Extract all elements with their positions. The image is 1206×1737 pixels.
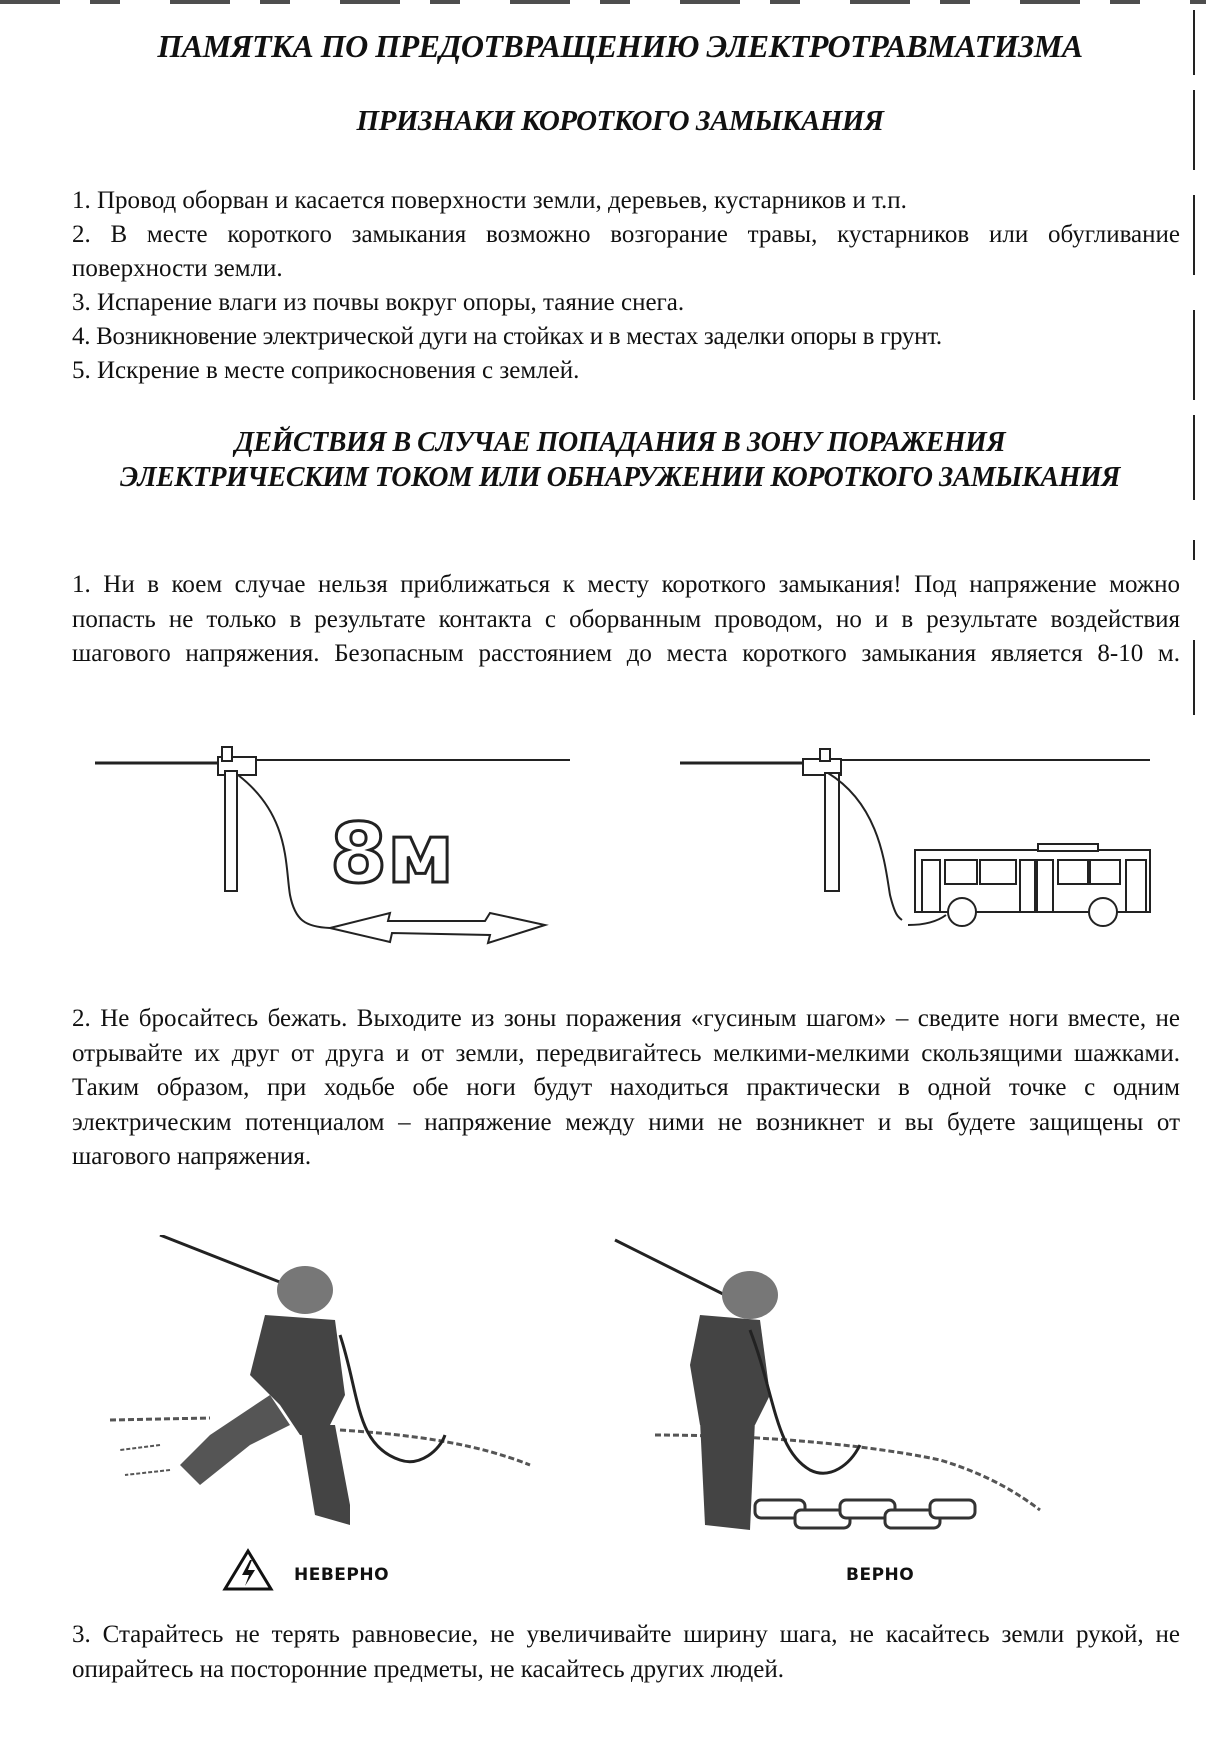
list-item: 2. В месте короткого замыкания возможно возгорание травы, кустарников или обугливание поверхности земли.	[72, 221, 1180, 282]
double-arrow-icon	[330, 913, 545, 943]
list-item: 5. Искрение в месте соприкосновения с землей.	[72, 357, 580, 384]
list-item: 1. Провод оборван и касается поверхности земли, деревьев, кустарников и т.п.	[72, 187, 907, 214]
scan-artifact-right	[1193, 90, 1195, 170]
figure-broken-wire-distance	[90, 745, 590, 975]
scan-artifact-right	[1193, 415, 1195, 500]
bus-icon	[915, 844, 1150, 926]
paragraph-keep-distance: 1. Ни в коем случае нельзя приближаться к месту короткого замыкания! Под напряжение можно попасть не только в результате контакта с оборванным проводом, но и в результате воздействия шагового напряжения. Безопасным расстоянием до места короткого замыкания является 8-10 м.	[72, 571, 1180, 667]
scan-artifact-top	[0, 0, 1206, 4]
scan-artifact-right	[1193, 540, 1195, 560]
figure-wrong-walking	[100, 1235, 600, 1555]
scan-artifact-right	[1193, 310, 1195, 400]
page-title: ПАМЯТКА ПО ПРЕДОТВРАЩЕНИЮ ЭЛЕКТРОТРАВМАТИЗМА	[157, 28, 1083, 64]
paragraph-goose-step: 2. Не бросайтесь бежать. Выходите из зоны поражения «гусиным шагом» – сведите ноги вместе, не отрывайте их друг от друга и от земли, передвигайтесь мелкими-мелкими скользящими шажками. Таким образом, при ходьбе обе ноги будут находиться практически в одной точке с одним электрическим потенциалом – напряжение между ними не возникнет и вы будете защищены от шагового напряжения.	[72, 1005, 1180, 1170]
right-label: ВЕРНО	[846, 1565, 915, 1585]
distance-label: 8м	[330, 807, 455, 902]
list-item: 3. Испарение влаги из почвы вокруг опоры, таяние снега.	[72, 289, 685, 316]
figure-right-walking	[610, 1235, 1130, 1555]
scan-artifact-right	[1193, 195, 1195, 275]
section-heading-actions: ДЕЙСТВИЯ В СЛУЧАЕ ПОПАДАНИЯ В ЗОНУ ПОРАЖЕНИЯ ЭЛЕКТРИЧЕСКИМ ТОКОМ ИЛИ ОБНАРУЖЕНИИ КОРОТКОГО ЗАМЫКАНИЯ	[120, 427, 1120, 493]
high-voltage-warning-icon	[222, 1548, 274, 1592]
scan-artifact-right	[1193, 10, 1195, 75]
figure-broken-wire-bus	[670, 745, 1160, 965]
scan-artifact-right	[1193, 640, 1195, 715]
person-wrong-stride-illustration	[110, 1235, 530, 1525]
list-item: 4. Возникновение электрической дуги на стойках и в местах заделки опоры в грунт.	[72, 323, 942, 350]
paragraph-keep-balance: 3. Старайтесь не терять равновесие, не увеличивайте ширину шага, не касайтесь земли рукой, не опирайтесь на посторонние предметы, не касайтесь других людей.	[72, 1621, 1180, 1683]
wrong-label: НЕВЕРНО	[294, 1565, 390, 1585]
section-heading-short-circuit-signs: ПРИЗНАКИ КОРОТКОГО ЗАМЫКАНИЯ	[356, 105, 884, 137]
person-goose-step-illustration	[615, 1240, 1040, 1530]
short-circuit-signs-list	[72, 184, 1180, 388]
